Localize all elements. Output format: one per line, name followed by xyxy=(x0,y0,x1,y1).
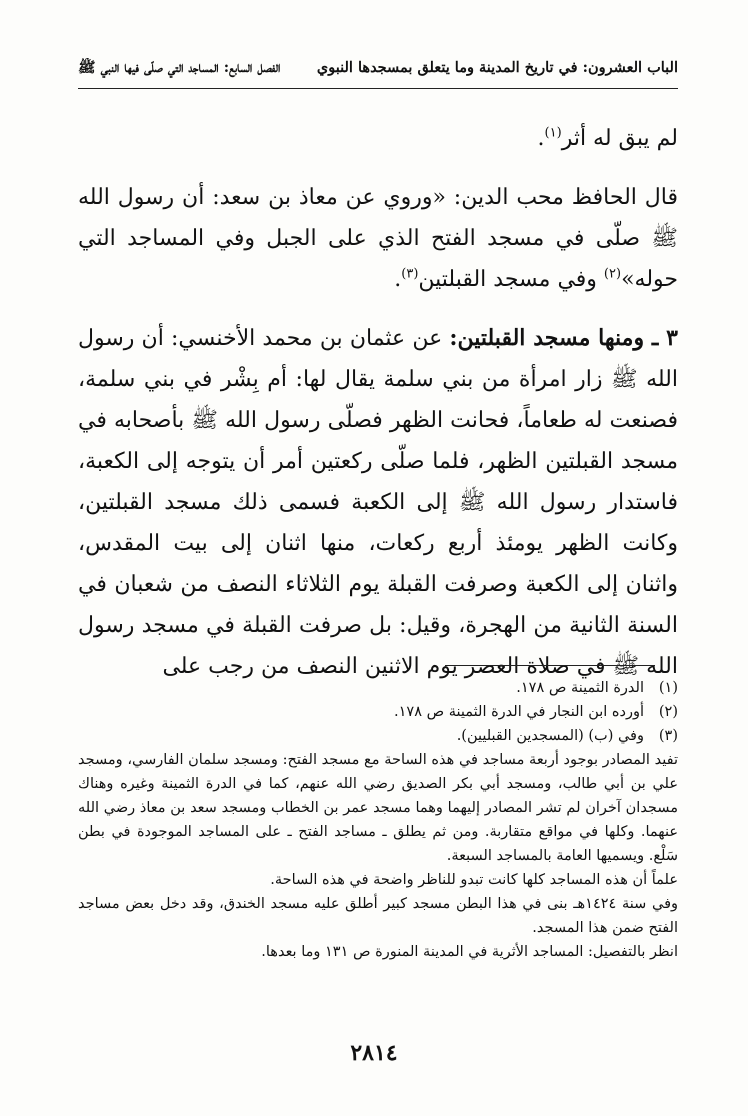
paragraph-1 xyxy=(78,118,678,159)
footnote-ref-3: (٣) xyxy=(401,266,419,282)
paragraph-3-text: عن عثمان بن محمد الأخنسي: أن رسول الله ﷺ زار امرأة من بني سلمة يقال لها: أم بِشْر في بني سلمة، فصنعت له طعاماً، فحانت الظهر فصلّى رسول الله ﷺ بأصحابه في مسجد القبلتين الظهر، فلما صلّى ركعتين أمر أن يتوجه إلى الكعبة، فاستدار رسول الله ﷺ إلى الكعبة فسمى ذلك مسجد القبلتين، وكانت الظهر يومئذ أربع ركعات، منها اثنان إلى بيت المقدس، واثنان إلى الكعبة وصرفت القبلة يوم الثلاثاء النصف من شعبان في السنة الثانية من الهجرة، وقيل: بل صرفت القبلة في مسجد رسول الله ﷺ في صلاة العصر يوم الاثنين النصف من رجب على xyxy=(78,326,678,679)
running-header xyxy=(78,58,678,78)
footnote-separator xyxy=(445,665,655,666)
footnote-text: الدرة الثمينة ص ١٧٨. xyxy=(516,680,644,696)
footnotes xyxy=(78,676,678,964)
paragraph-3 xyxy=(78,318,678,687)
header-section-title: الفصل السابع: المساجد التي صلّى فيها النبي ﷺ xyxy=(78,59,281,76)
paragraph-1-end: . xyxy=(537,126,545,151)
header-chapter-title: الباب العشرون: في تاريخ المدينة وما يتعلق بمسجدها النبوي xyxy=(316,59,678,76)
footnote-text: وفي (ب) (المسجدين القبليين). xyxy=(456,728,644,744)
paragraph-2-mid: وفي مسجد القبلتين xyxy=(418,267,604,292)
footnote-text: أورده ابن النجار في الدرة الثمينة ص ١٧٨. xyxy=(394,704,644,720)
footnote-item xyxy=(78,700,678,724)
main-text xyxy=(78,118,678,705)
footnote-ref-1: (١) xyxy=(544,125,562,141)
paragraph-2-text: قال الحافظ محب الدين: «وروي عن معاذ بن سعد: أن رسول الله ﷺ صلّى في مسجد الفتح الذي على الجبل وفي المساجد التي حوله» xyxy=(78,185,678,292)
footnote-ref-2: (٢) xyxy=(603,266,622,282)
footnote-item xyxy=(78,724,678,748)
footnote-continuation: علماً أن هذه المساجد كلها كانت تبدو للناظر واضحة في هذه الساحة. xyxy=(270,872,678,888)
header-rule xyxy=(78,88,678,89)
section-heading: ٣ ـ ومنها مسجد القبلتين: xyxy=(449,325,678,351)
paragraph-2 xyxy=(78,177,678,300)
footnote-item xyxy=(78,676,678,700)
paragraph-1-text: لم يبق له أثر xyxy=(561,126,678,151)
footnote-number: (١) xyxy=(658,680,678,696)
paragraph-2-end: . xyxy=(394,267,402,292)
page-number: ٢٨١٤ xyxy=(350,1040,398,1066)
footnote-continuation: وفي سنة ١٤٢٤هـ بنى في هذا البطن مسجد كبير أطلق عليه مسجد الخندق، وقد دخل بعض مساجد الفتح ضمن هذا المسجد. xyxy=(78,896,679,936)
footnote-continuation: تفيد المصادر بوجود أربعة مساجد في هذه الساحة مع مسجد الفتح: ومسجد سلمان الفارسي، ومسجد علي بن أبي طالب، ومسجد أبي بكر الصديق رضي الله عنهم، كما في الدرة الثمينة وغيره وهناك مسجدان آخران لم تشر المصادر إليهما وهما مسجد عمر بن الخطاب ومسجد سعد بن معاذ رضي الله عنهما. وكلها في مواقع متقاربة. ومن ثم يطلق ـ مساجد الفتح ـ على المساجد الموجودة في بطن سَلْع. ويسميها العامة بالمساجد السبعة. xyxy=(78,752,678,864)
footnote-continuation: انظر بالتفصيل: المساجد الأثرية في المدينة المنورة ص ١٣١ وما بعدها. xyxy=(261,944,678,960)
footnote-number: (٣) xyxy=(658,728,678,744)
footnote-number: (٢) xyxy=(658,704,678,720)
